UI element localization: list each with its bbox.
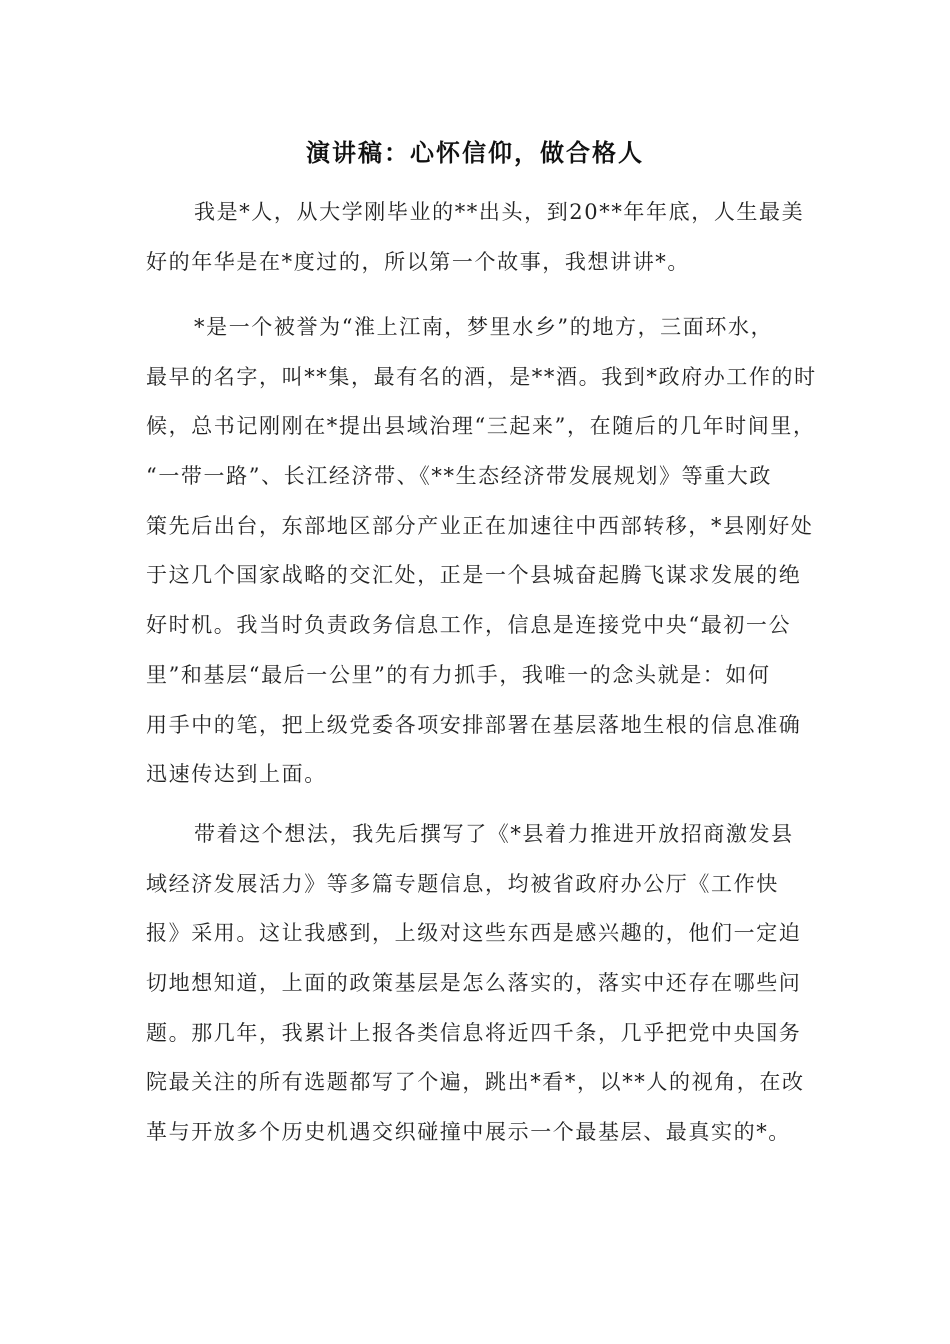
paragraph-line: 带着这个想法，我先后撰写了《*县着力推进开放招商激发县 — [194, 822, 794, 846]
paragraph-line: 最早的名字，叫**集，最有名的酒，是**酒。我到*政府办工作的时 — [146, 364, 817, 389]
paragraph-line: 切地想知道，上面的政策基层是怎么落实的，落实中还存在哪些问 — [146, 971, 802, 996]
paragraph-line: 策先后出台，东部地区部分产业正在加速往中西部转移，*县刚好处 — [146, 513, 814, 538]
paragraph-1 — [146, 188, 806, 287]
paragraph-line: 域经济发展活力》等多篇专题信息，均被省政府办公厅《工作快 — [146, 871, 779, 896]
paragraph-line: 候，总书记刚刚在*提出县域治理“三起来”，在随后的几年时间里， — [146, 414, 816, 439]
paragraph-line: 报》采用。这让我感到，上级对这些东西是感兴趣的，他们一定迫 — [146, 921, 802, 946]
paragraph-line: “一带一路”、长江经济带、《**生态经济带发展规划》等重大政 — [146, 464, 772, 489]
document-title: 演讲稿：心怀信仰，做合格人 — [306, 138, 644, 167]
paragraph-line: 革与开放多个历史机遇交织碰撞中展示一个最基层、最真实的*。 — [146, 1120, 791, 1145]
paragraph-line: 好的年华是在*度过的，所以第一个故事，我想讲讲*。 — [146, 249, 690, 274]
paragraph-line: 于这几个国家战略的交汇处，正是一个县城奋起腾飞谋求发展的绝 — [146, 563, 802, 588]
paragraph-line: 里”和基层“最后一公里”的有力抓手，我唯一的念头就是：如何 — [146, 662, 771, 687]
paragraph-2 — [146, 303, 817, 800]
paragraph-line: 我是*人，从大学刚毕业的**出头，到20**年年底，人生最美 — [194, 200, 805, 224]
paragraph-3 — [146, 810, 806, 1158]
paragraph-line: *是一个被誉为“淮上江南，梦里水乡”的地方，三面环水， — [194, 315, 774, 339]
paragraph-line: 用手中的笔，把上级党委各项安排部署在基层落地生根的信息准确 — [146, 712, 802, 737]
paragraph-line: 院最关注的所有选题都写了个遍，跳出*看*，以**人的视角，在改 — [146, 1070, 805, 1095]
paragraph-line: 题。那几年，我累计上报各类信息将近四千条，几乎把党中央国务 — [146, 1020, 802, 1045]
paragraph-line: 迅速传达到上面。 — [146, 762, 327, 787]
paragraph-line: 好时机。我当时负责政务信息工作，信息是连接党中央“最初一公 — [146, 613, 792, 638]
